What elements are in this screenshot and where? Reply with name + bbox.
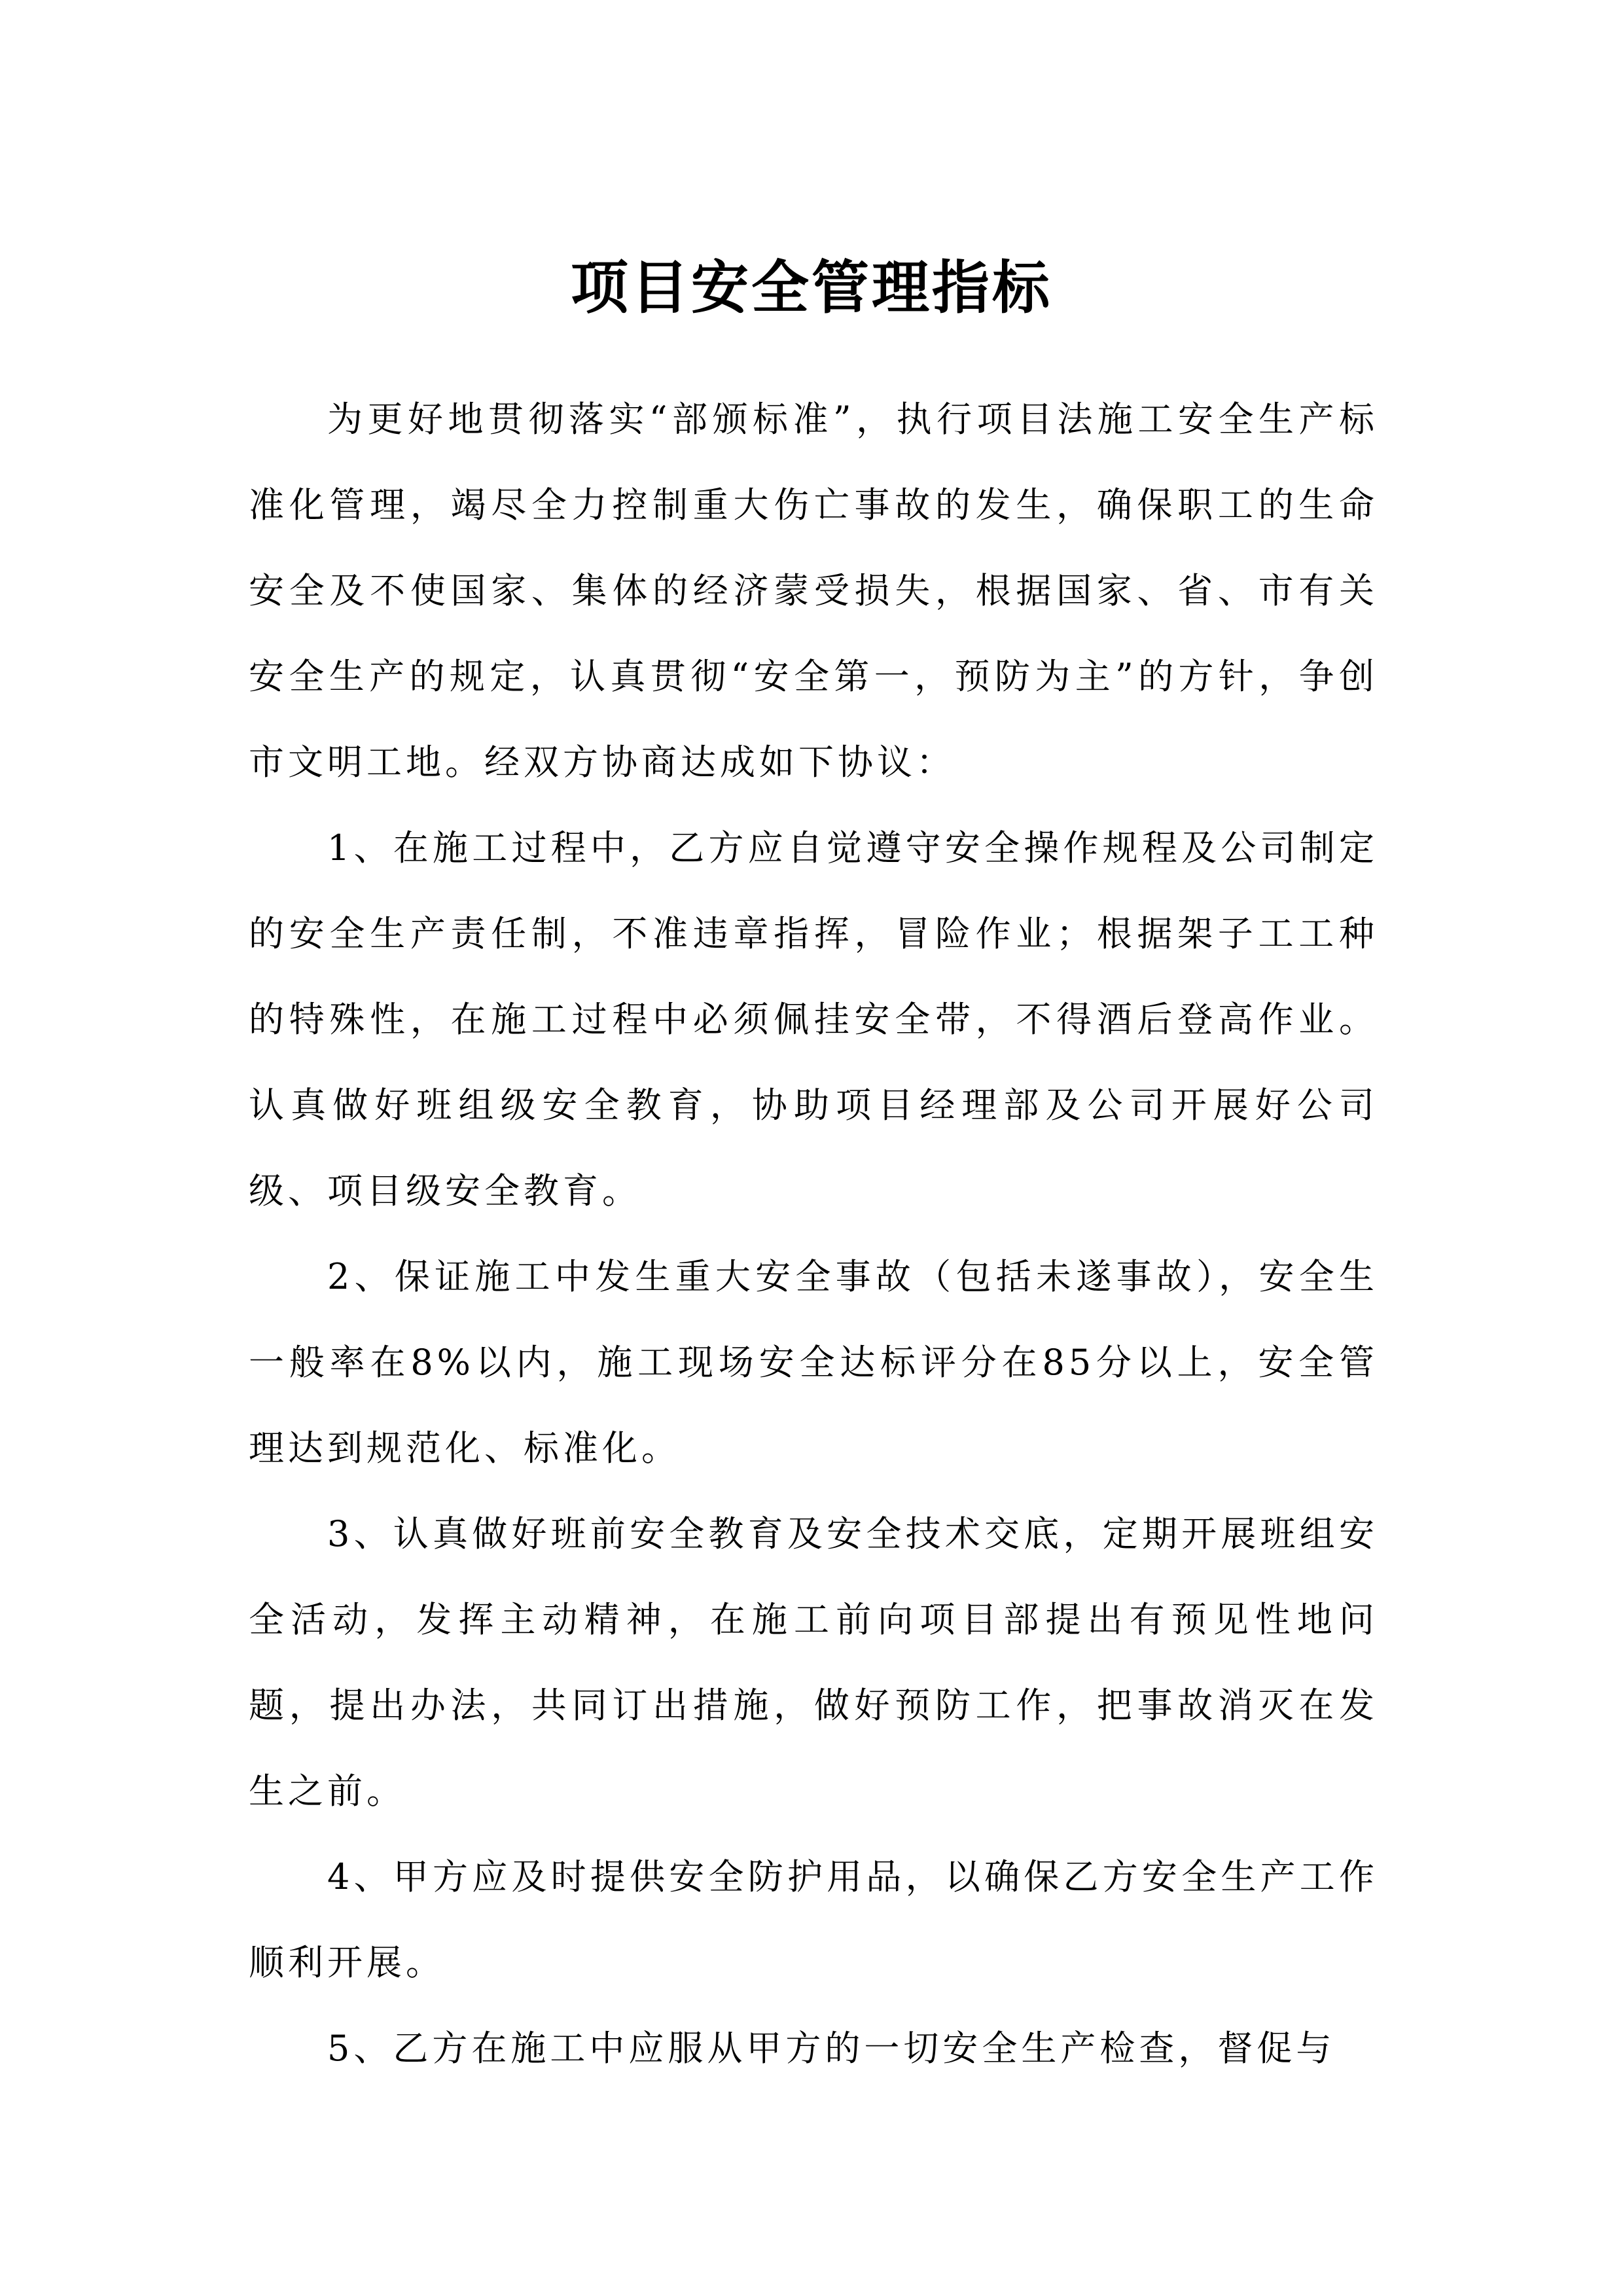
paragraph-clause-1: 1、在施工过程中，乙方应自觉遵守安全操作规程及公司制定的安全生产责任制，不准违章指挥，冒险作业；根据架子工工种的特殊性，在施工过程中必须佩挂安全带，不得酒后登高作业。认真做好班组级安全教育，协助项目经理部及公司开展好公司级、项目级安全教育。 (249, 827, 1378, 1211)
paragraph-clause-5: 5、乙方在施工中应服从甲方的一切安全生产检查，督促与 (327, 2028, 1336, 2069)
paragraph-intro: 为更好地贯彻落实“部颁标准”，执行项目法施工安全生产标准化管理，竭尽全力控制重大伤亡事故的发生，确保职工的生命安全及不使国家、集体的经济蒙受损失，根据国家、省、市有关安全生产的规定，认真贯彻“安全第一，预防为主”的方针，争创市文明工地。经双方协商达成如下协议： (249, 399, 1378, 783)
document-title: 项目安全管理指标 (570, 254, 1052, 321)
paragraph-clause-4: 4、甲方应及时提供安全防护用品，以确保乙方安全生产工作顺利开展。 (249, 1856, 1378, 1983)
paragraph-clause-3: 3、认真做好班前安全教育及安全技术交底，定期开展班组安全活动，发挥主动精神，在施工前向项目部提出有预见性地问题，提出办法，共同订出措施，做好预防工作，把事故消灭在发生之前。 (249, 1513, 1378, 1812)
paragraph-clause-2: 2、保证施工中发生重大安全事故（包括未遂事故），安全生一般率在8%以内，施工现场安全达标评分在85分以上，安全管理达到规范化、标准化。 (249, 1256, 1378, 1469)
document-body (249, 376, 1378, 2091)
